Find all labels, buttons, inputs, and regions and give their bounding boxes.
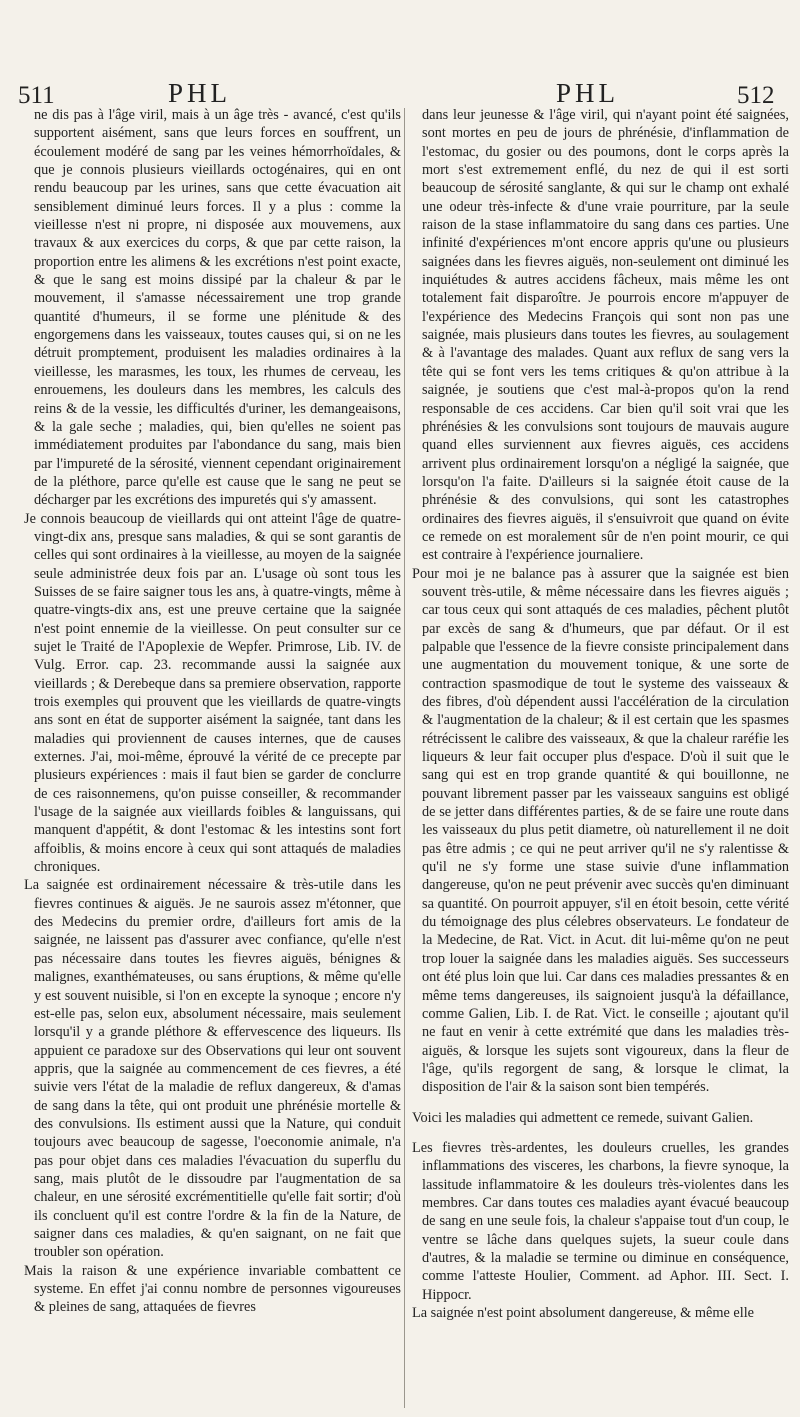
paragraph: ne dis pas à l'âge viril, mais à un âge très - avancé, c'est qu'ils supportent aisément, sans que leurs forces en souffrent, un écoulement modéré de sang par les veines hémorrhoïdales, & que je connois plusieurs vieillards octogénaires, qui en ont rendu beaucoup par les urines, sans que cette évacuation ait sensiblement diminué leurs forces. Il y a plus : comme la vieillesse n'est ni propre, ni disposée aux mouvemens, aux travaux & aux exercices du corps, & que par cette raison, la proportion entre les alimens & les excrétions n'est point exacte, & que le sang est moins dissipé par la chaleur & par le mouvement, il s'amasse nécessairement une trop grande quantité d'humeurs, il se forme une plénitude & des engorgemens dans les vaisseaux, toutes causes qui, si on ne les détruit promptement, produisent les maladies ordinaires à la vieillesse, les marasmes, les toux, les rhumes de cerveau, les enrouemens, les douleurs dans les membres, les calculs des reins & de la vessie, les difficultés d'uriner, les demangeaisons, & la gale seche ; maladies, qui, bien qu'elles ne soient pas immédiatement produites par l'abondance du sang, mais bien par l'impureté de la sérosité, viennent cependant originairement de la pléthore, parce qu'elle est cause que le sang ne peut se décharger par les excrétions des impuretés qui s'y amassent. xyxy=(34,107,401,509)
left-running-head: PHL xyxy=(168,78,232,108)
paragraph: Les fievres très-ardentes, les douleurs cruelles, les grandes inflammations des visceres, les charbons, la fievre synoque, la lassitude inflammatoire & les douleurs très-violentes dans les membres. Car dans toutes ces maladies ayant évacué beaucoup de sang en une seule fois, la chaleur s'appaise tout d'un coup, le ventre se lâche dans quelques sujets, la sueur coule dans d'autres, & la maladie se termine ou diminue en conséquence, comme l'atteste Houlier, Comment. ad Aphor. III. Sect. I. Hippocr. xyxy=(412,1139,789,1303)
column-divider xyxy=(404,108,405,1408)
paragraph: Mais la raison & une expérience invariable combattent ce systeme. En effet j'ai connu nombre de personnes vigoureuses & pleines de sang, attaquées de fievres xyxy=(24,1262,401,1316)
paragraph: Je connois beaucoup de vieillards qui ont atteint l'âge de quatre-vingt-dix ans, presque sans maladies, & qui se sont garantis de celles qui sont ordinaires à la vieillesse, au moyen de la saignée seule administrée deux fois par an. L'usage où sont tous les Suisses de se faire saigner tous les ans, à quatre-vingts, même à quatre-vingts-dix ans, est une preuve certaine que la saignée n'est point ennemie de la vieillesse. On peut consulter sur ce sujet le Traité de l'Apoplexie de Wepfer. Primrose, Lib. IV. de Vulg. Error. cap. 23. recommande aussi la saignée aux vieillards ; & Derebeque dans sa premiere observation, rapporte trois exemples qui prouvent que les vieillards de quatre-vingts ans sont en état de supporter aisément la saignée, tant dans les maladies qui proviennent de causes internes, que de causes externes. J'ai, moi-même, éprouvé la vérité de ce precepte par plusieurs expériences : mais il faut bien se garder de conclurre de ces raisonnemens, qu'on puisse conseiller, & recommander l'usage de la saignée aux vieillards foibles & languissans, qui manquent d'appétit, & dont l'estomac & les intestins sont fort affoiblis, & moins encore à ceux qui sont attaqués de maladies chroniques. xyxy=(24,510,401,876)
paragraph: dans leur jeunesse & l'âge viril, qui n'ayant point été saignées, sont mortes en peu de jours de phrénésie, d'inflammation de l'estomac, du gosier ou des poumons, dont le corps après la mort s'est extremement enflé, du nez de qui il est sorti beaucoup de sérosité sanglante, & qui sur le champ ont exhalé une odeur très-infecte & d'une vraie pourriture, par la seule raison de la stase inflammatoire du sang dans ces parties. Une infinité d'expériences m'ont encore appris qu'une ou plusieurs saignées dans les fievres aiguës, non-seulement ont diminué les inquiétudes & autres accidens fâcheux, mais même les ont totalement fait disparoître. Je pourrois encore m'appuyer de l'expérience des Medecins François qui sont non pas une saignée, mais plusieurs dans toutes les fievres, au soulagement & à l'avantage des malades. Quant aux reflux de sang vers la tête qui se font vers les tems critiques & qu'on attribue à la saignée, je soutiens que c'est mal-à-propos qu'on la rend responsable de ces accidens. Car bien qu'il soit vrai que les phrénésies & les convulsions sont toujours de mauvais augure quand elles surviennent aux fievres aiguës, ces accidens arrivent plus ordinairement lorsqu'on a négligé la saignée, que lorsqu'on l'a faite. D'ailleurs si la saignée étoit cause de la phrénésie & des convulsions, qui sont les catastrophes ordinaires des fievres aiguës, il s'ensuivroit que quand on évite ce remede on est moralement sûr de n'en point mourir, ce qui est contraire à l'expérience journaliere. xyxy=(422,107,789,564)
left-column xyxy=(24,106,401,1412)
paragraph: Voici les maladies qui admettent ce remede, suivant Galien. xyxy=(412,1109,754,1126)
right-running-head: PHL xyxy=(556,78,620,108)
right-page-number: 512 xyxy=(737,82,775,109)
left-page-number: 511 xyxy=(18,82,55,109)
paragraph: La saignée n'est point absolument dangereuse, & même elle xyxy=(412,1305,755,1321)
right-column xyxy=(412,106,789,1412)
paragraph: La saignée est ordinairement nécessaire & très-utile dans les fievres continues & aiguës. Je ne saurois assez m'étonner, que des Medecins du premier ordre, d'ailleurs fort amis de la saignée, ne laissent pas d'assurer avec confiance, qu'elle n'est pas nécessaire dans toutes les fievres aiguës, bénignes & malignes, exanthémateuses, ou sans éruptions, & même qu'elle y est souvent nuisible, si l'on en excepte la synoque ; encore n'y est-elle pas, selon eux, absolument nécessaire, mais seulement lorsqu'il y a grande pléthore & effervescence des liqueurs. Ils appuient ce paradoxe sur des Observations qui leur ont souvent appris, que la saignée au commencement de ces fievres, a été suivie vers l'état de la maladie de reflux dangereux, & d'amas de sang dans la tête, qui ont produit une phrénésie mortelle & des convulsions. Ils estiment aussi que la Nature, qui conduit toujours avec beaucoup de sagesse, l'oeconomie animale, n'a pas pour objet dans ces maladies l'évacuation du superflu du sang, mais plutôt de le dissoudre par l'augmentation de sa chaleur, en une sérosité excrémentitielle qu'elle fait sortir; d'où ils concluent qu'il est contre l'ordre & la fin de la Nature, de saigner dans ces maladies, & qu'en saignant, on ne fait que troubler son opération. xyxy=(24,877,401,1261)
paragraph: Pour moi je ne balance pas à assurer que la saignée est bien souvent très-utile, & même nécessaire dans les fievres aiguës ; car tous ceux qui sont attaqués de ces maladies, pêchent plutôt par excès de sang & d'humeurs, que par défaut. Or il est palpable que l'essence de la fievre consiste principalement dans une augmentation du mouvement tonique, & une sorte de contraction spasmodique de tout le systeme des vaisseaux & des fibres, d'où dépendent aussi l'accélération de la circulation & l'augmentation de la chaleur; & il est certain que les spasmes rétrécissent le calibre des vaisseaux, & que la chaleur raréfie les liqueurs & leur fait occuper plus d'espace. D'où il suit que le sang qui est en trop grande quantité & qui bouillonne, ne pouvant librement passer par les vaisseaux sanguins est obligé de se jetter dans différentes parties, & de se faire une route dans les vaisseaux du plus petit diametre, où naturellement il ne doit pas être admis ; ce qui ne peut arriver qu'il ne s'y ralentisse & qu'il ne s'y forme une stase suivie d'une inflammation dangereuse, qu'on ne peut prévenir avec succès qu'en diminuant sa quantité. On pourroit appuyer, s'il en étoit besoin, cette vérité du témoignage des plus célebres observateurs. Le fondateur de la Medecine, de Rat. Vict. in Acut. dit lui-même qu'on ne peut trop louer la saignée dans les maladies aiguës. Ses successeurs ont été plus loin que lui. Car dans ces maladies pressantes & en même tems dangereuses, ils saignoient jusqu'à la défaillance, comme Galien, Lib. I. de Rat. Vict. le conseille ; ajoutant qu'il ne faut en venir à cette extrémité que dans les maladies très-aiguës, & lorsque les sujets sont vigoureux, dans la fleur de l'âge, qu'ils regorgent de sang, & lorsque le climat, la disposition de l'air & la saison sont bien tempérés. xyxy=(412,565,789,1096)
